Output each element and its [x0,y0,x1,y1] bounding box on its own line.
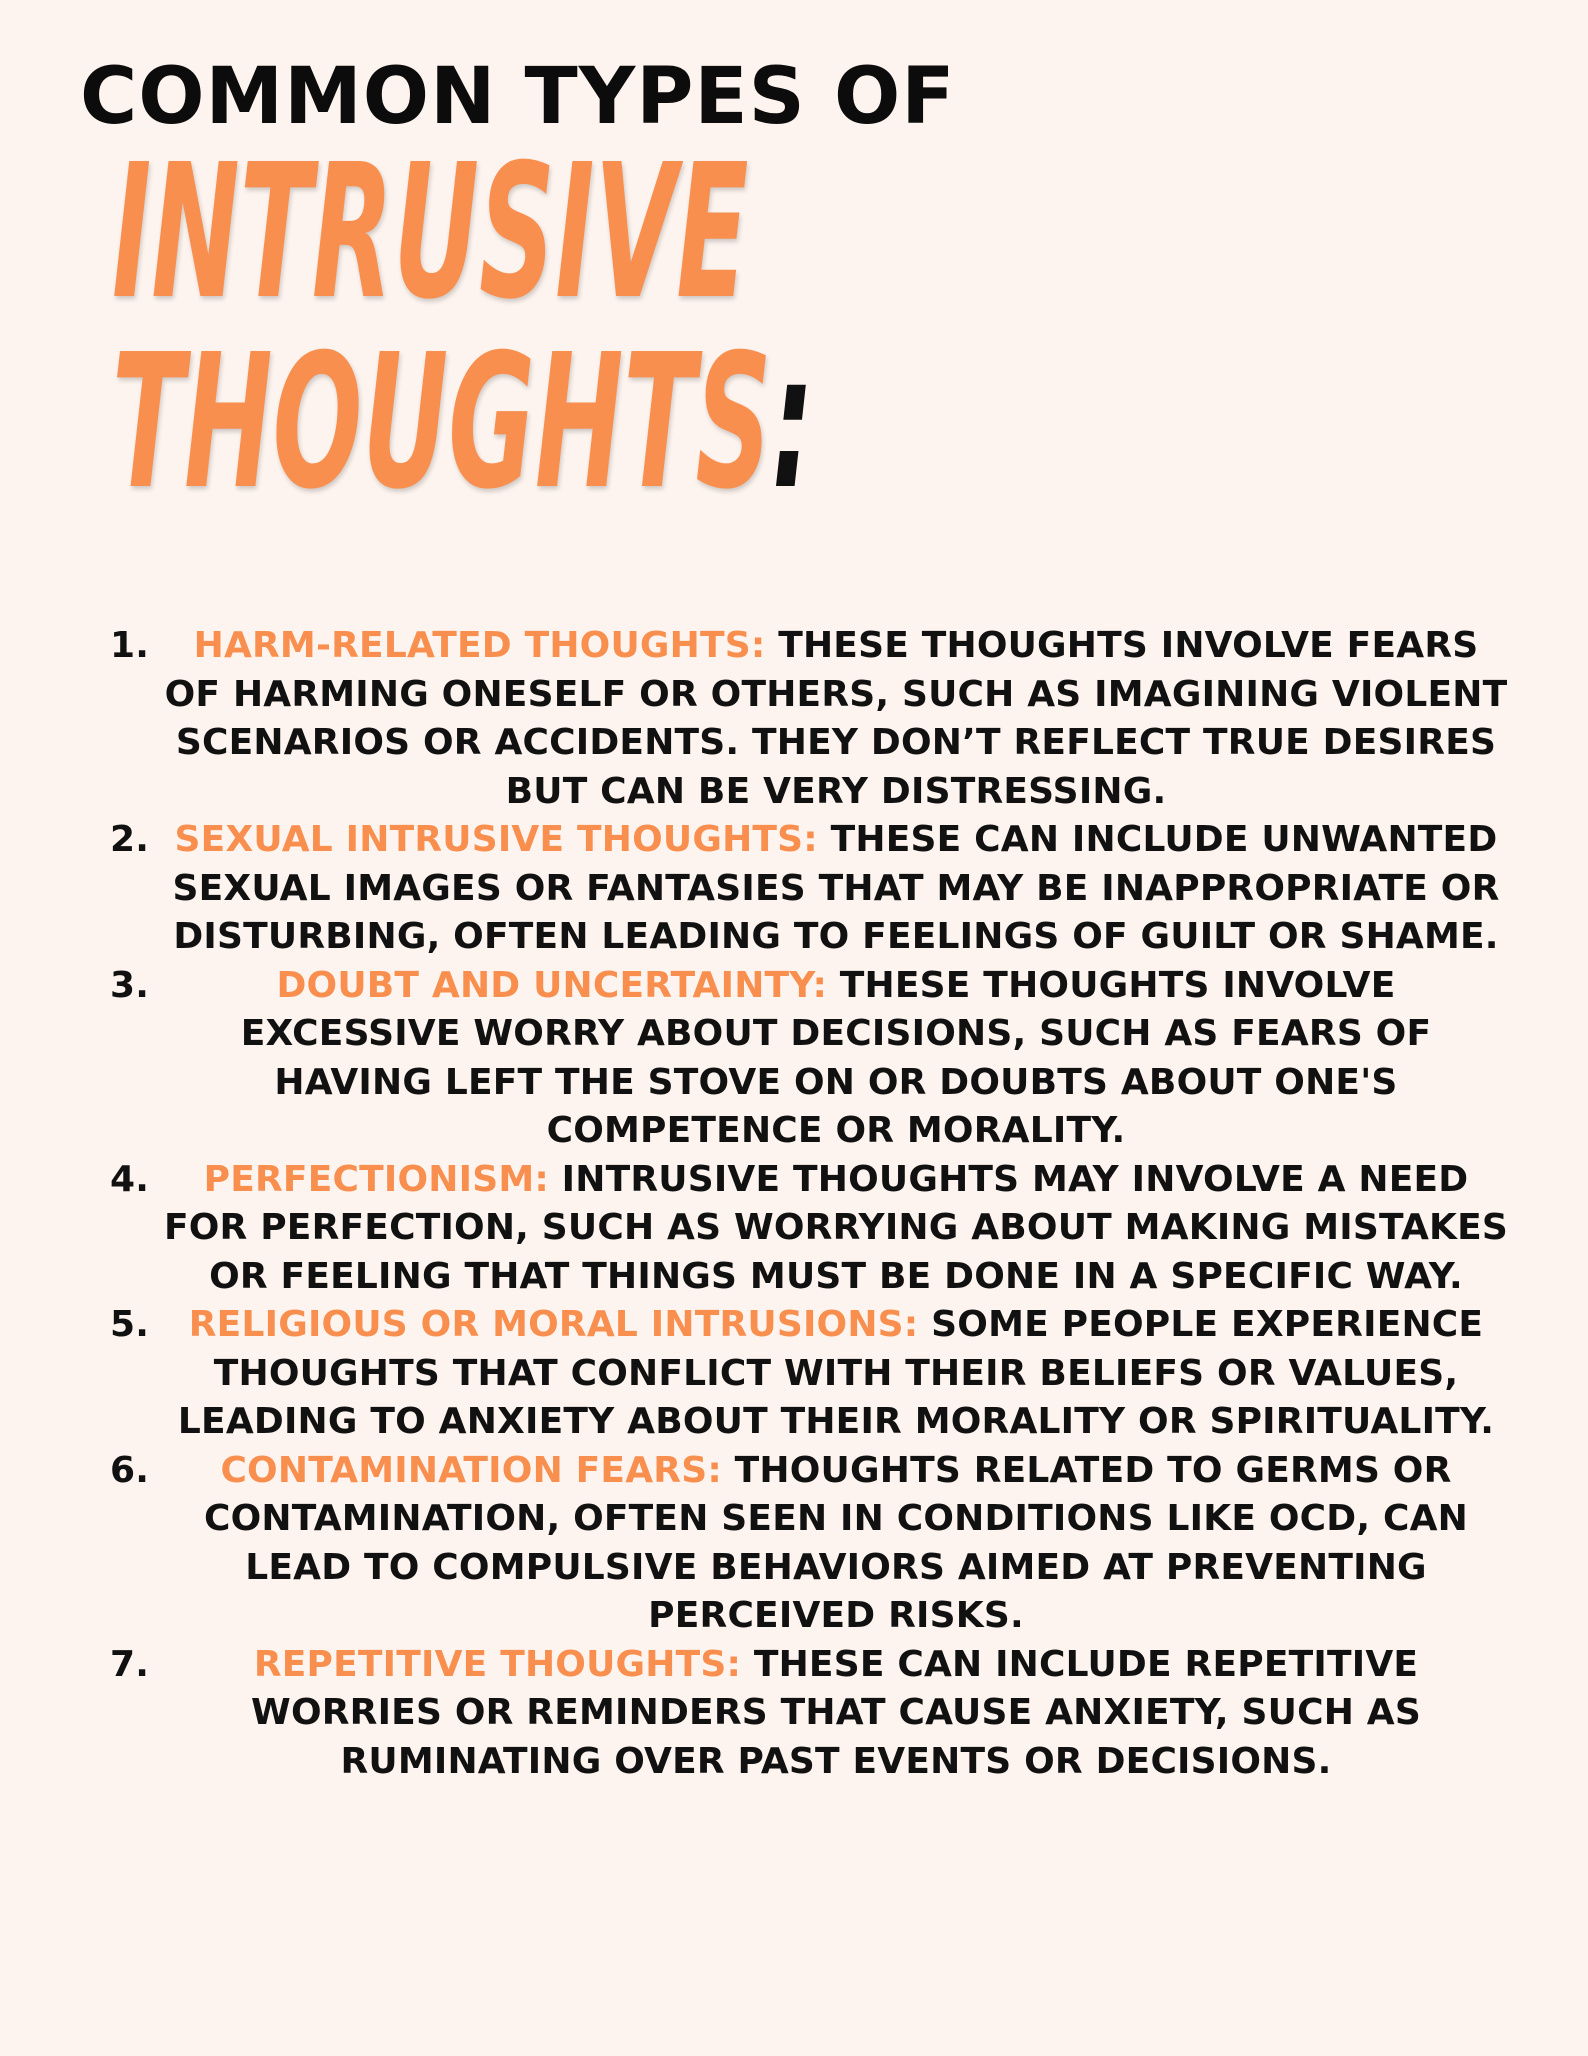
list-item-number: 3. [110,964,150,1006]
list-item-text: THOUGHTS RELATED TO GERMS OR CONTAMINATION, OFTEN SEEN IN CONDITIONS LIKE OCD, CAN LEAD TO COMPULSIVE BEHAVIORS AIMED AT PREVENTING PERCEIVED RISKS. [204,1449,1468,1636]
list-item-body [110,1301,1510,1447]
list-item-text: THESE CAN INCLUDE UNWANTED SEXUAL IMAGES OR FANTASIES THAT MAY BE INAPPROPRIATE OR DISTURBING, OFTEN LEADING TO FEELINGS OF GUILT OR SHAME. [172,819,1500,957]
list-item-number: 6. [110,1449,150,1491]
heading-line-1: COMMON TYPES OF [80,52,956,142]
list-item-term: PERFECTIONISM: [203,1158,549,1200]
list-item-term: DOUBT AND UNCERTAINTY: [276,964,828,1006]
list-item [110,1641,1510,1787]
types-list [110,622,1510,1786]
heading-word-thoughts [112,314,814,530]
list-item-text: INTRUSIVE THOUGHTS MAY INVOLVE A NEED FOR PERFECTION, SUCH AS WORRYING ABOUT MAKING MISTAKES OR FEELING THAT THINGS MUST BE DONE IN A SPECIFIC WAY. [163,1158,1509,1297]
list-item-body [110,1156,1510,1302]
heading-colon: : [771,314,814,530]
list-item [110,816,1510,962]
list-item-text: SOME PEOPLE EXPERIENCE THOUGHTS THAT CONFLICT WITH THEIR BELIEFS OR VALUES, LEADING TO ANXIETY ABOUT THEIR MORALITY OR SPIRITUALITY. [177,1304,1495,1442]
list-item-term: HARM-RELATED THOUGHTS: [193,625,766,666]
list-item-text: THESE THOUGHTS INVOLVE FEARS OF HARMING ONESELF OR OTHERS, SUCH AS IMAGINING VIOLENT SCENARIOS OR ACCIDENTS. THEY DON’T REFLECT TRUE DESIRES BUT CAN BE VERY DISTRESSING. [164,625,1508,812]
list-item-body [110,1641,1510,1787]
list-item-number: 5. [110,1304,150,1345]
list-item-body [110,816,1510,962]
list-item-body [110,622,1510,816]
list-item-number: 7. [110,1643,150,1685]
list-item-term: RELIGIOUS OR MORAL INTRUSIONS: [188,1304,919,1345]
list-item [110,1301,1510,1447]
list-item [110,1447,1510,1641]
heading-word-thoughts-text: THOUGHTS [112,314,772,530]
list-item [110,962,1510,1156]
list-item [110,1156,1510,1302]
list-item-term: SEXUAL INTRUSIVE THOUGHTS: [174,819,818,860]
heading-word-intrusive [112,124,749,340]
list-item-term: REPETITIVE THOUGHTS: [253,1643,742,1685]
list-item-body [110,962,1510,1156]
list-item-text: THESE THOUGHTS INVOLVE EXCESSIVE WORRY ABOUT DECISIONS, SUCH AS FEARS OF HAVING LEFT THE STOVE ON OR DOUBTS ABOUT ONE'S COMPETENCE OR MORALITY. [240,964,1432,1151]
list-item-number: 1. [110,625,150,666]
list-item [110,622,1510,816]
list-item-text: THESE CAN INCLUDE REPETITIVE WORRIES OR REMINDERS THAT CAUSE ANXIETY, SUCH AS RUMINATING OVER PAST EVENTS OR DECISIONS. [251,1643,1421,1782]
list-item-body [110,1447,1510,1641]
list-item-term: CONTAMINATION FEARS: [220,1449,722,1491]
list-item-number: 4. [110,1158,150,1200]
heading-word-intrusive-text: INTRUSIVE [112,124,749,340]
list-item-number: 2. [110,819,150,860]
